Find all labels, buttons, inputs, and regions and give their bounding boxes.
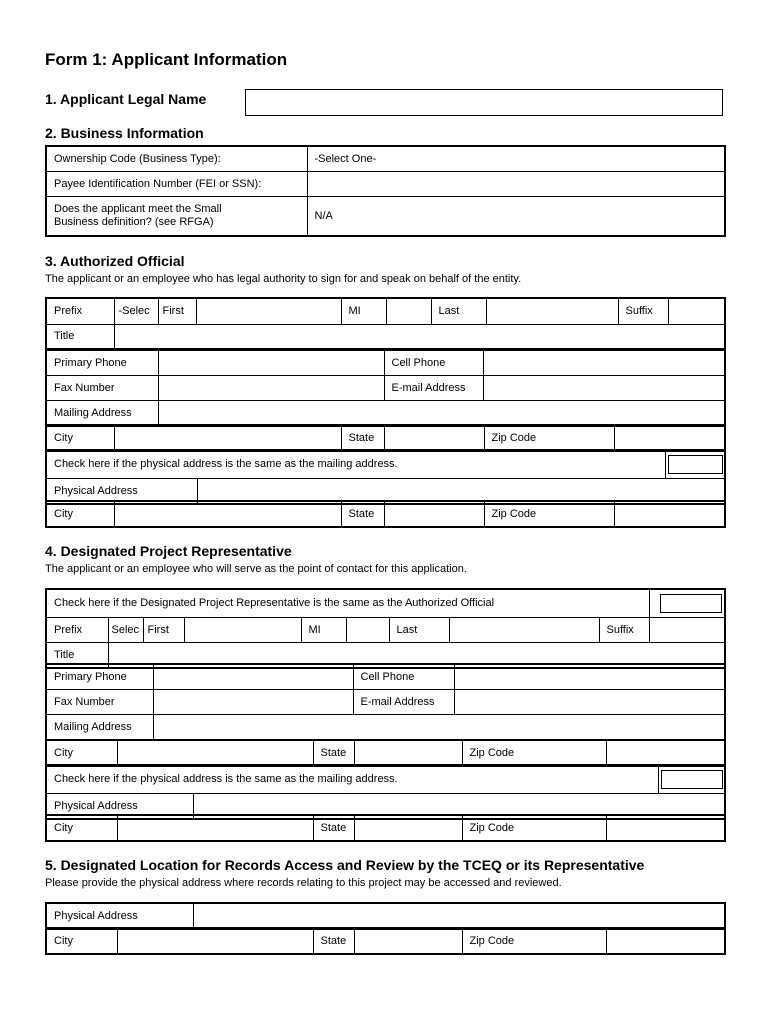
last-name-label: Last (431, 298, 486, 325)
section2-heading: 2. Business Information (45, 125, 204, 141)
section3-heading: 3. Authorized Official (45, 253, 185, 269)
prefix-label: Prefix (46, 298, 114, 325)
rep-physical-state-input[interactable] (354, 815, 462, 841)
rep-zip-code-input[interactable] (606, 740, 725, 766)
representative-table-city2 (45, 814, 726, 842)
mailing-address-label: Mailing Address (46, 401, 158, 427)
city-input[interactable] (114, 425, 341, 451)
same-as-official-cell (649, 589, 725, 618)
records-state-input[interactable] (354, 928, 462, 954)
rep-first-name-label: First (143, 618, 184, 643)
rep-physical-city-input[interactable] (117, 815, 313, 841)
last-name-input[interactable] (486, 298, 618, 325)
rep-email-label: E-mail Address (353, 690, 454, 715)
authorized-official-table-name (45, 297, 726, 350)
rep-fax-number-label: Fax Number (46, 690, 153, 715)
authorized-official-table-physical (45, 449, 726, 505)
rep-last-name-input[interactable] (449, 618, 599, 643)
representative-table-city (45, 739, 726, 767)
rep-mi-label: MI (301, 618, 346, 643)
rep-physical-state-label: State (313, 815, 354, 841)
records-location-table-city (45, 927, 726, 955)
section5-description: Please provide the physical address where records relating to this project may be accessed and reviewed. (45, 877, 562, 889)
zip-code-label: Zip Code (484, 425, 614, 451)
state-label: State (341, 425, 384, 451)
section5-heading: 5. Designated Location for Records Access and Review by the TCEQ or its Representative (45, 857, 645, 873)
rep-fax-number-input[interactable] (153, 690, 353, 715)
rep-email-input[interactable] (454, 690, 725, 715)
fax-number-input[interactable] (158, 376, 384, 401)
suffix-input[interactable] (668, 298, 725, 325)
physical-state-input[interactable] (384, 501, 484, 527)
section4-description: The applicant or an employee who will serve as the point of contact for this application. (45, 563, 467, 575)
mi-input[interactable] (386, 298, 431, 325)
rep-state-label: State (313, 740, 354, 766)
rep-cell-phone-input[interactable] (454, 664, 725, 690)
business-info-table (45, 145, 726, 237)
zip-code-input[interactable] (614, 425, 725, 451)
fax-number-label: Fax Number (46, 376, 158, 401)
same-address-label: Check here if the physical address is the same as the mailing address. (46, 450, 665, 479)
rep-city-label: City (46, 740, 117, 766)
payee-id-input[interactable] (307, 172, 725, 197)
rep-mi-input[interactable] (346, 618, 389, 643)
rep-suffix-label: Suffix (599, 618, 649, 643)
same-address-checkbox[interactable] (668, 455, 723, 474)
rep-physical-zip-input[interactable] (606, 815, 725, 841)
physical-zip-label: Zip Code (484, 501, 614, 527)
payee-id-label: Payee Identification Number (FEI or SSN): (46, 172, 307, 197)
records-city-label: City (46, 928, 117, 954)
rep-mailing-address-input[interactable] (153, 715, 725, 741)
rep-state-input[interactable] (354, 740, 462, 766)
ownership-code-label: Ownership Code (Business Type): (46, 146, 307, 172)
section4-heading: 4. Designated Project Representative (45, 543, 292, 559)
rep-physical-zip-label: Zip Code (462, 815, 606, 841)
applicant-legal-name-input[interactable] (245, 89, 723, 116)
rep-cell-phone-label: Cell Phone (353, 664, 454, 690)
cell-phone-label: Cell Phone (384, 350, 483, 376)
form-title: Form 1: Applicant Information (45, 50, 288, 69)
records-physical-address-input[interactable] (193, 903, 725, 929)
small-business-label-line1: Does the applicant meet the Small (54, 203, 222, 215)
mi-label: MI (341, 298, 386, 325)
rep-last-name-label: Last (389, 618, 449, 643)
records-physical-address-label: Physical Address (46, 903, 193, 929)
rep-primary-phone-input[interactable] (153, 664, 353, 690)
small-business-label-line2: Business definition? (see RFGA) (54, 216, 214, 228)
primary-phone-label: Primary Phone (46, 350, 158, 376)
rep-mailing-address-label: Mailing Address (46, 715, 153, 741)
rep-primary-phone-label: Primary Phone (46, 664, 153, 690)
records-state-label: State (313, 928, 354, 954)
title-label: Title (46, 325, 114, 350)
rep-city-input[interactable] (117, 740, 313, 766)
prefix-select[interactable]: -Selec (114, 298, 158, 325)
mailing-address-input[interactable] (158, 401, 725, 427)
rep-same-address-cell (658, 765, 725, 794)
state-input[interactable] (384, 425, 484, 451)
city-label: City (46, 425, 114, 451)
physical-address-label: Physical Address (46, 479, 197, 505)
section3-description: The applicant or an employee who has legal authority to sign for and speak on behalf of the entity. (45, 273, 522, 285)
physical-city-label: City (46, 501, 114, 527)
first-name-label: First (158, 298, 196, 325)
records-location-table-physical (45, 902, 726, 930)
rep-physical-address-label: Physical Address (46, 794, 193, 820)
suffix-label: Suffix (618, 298, 668, 325)
rep-prefix-label: Prefix (46, 618, 108, 643)
physical-state-label: State (341, 501, 384, 527)
rep-physical-city-label: City (46, 815, 117, 841)
authorized-official-table-city2 (45, 500, 726, 528)
rep-same-address-label: Check here if the physical address is the same as the mailing address. (46, 765, 658, 794)
first-name-input[interactable] (196, 298, 341, 325)
representative-table-contact (45, 663, 726, 741)
same-as-official-checkbox[interactable] (660, 594, 722, 613)
rep-zip-code-label: Zip Code (462, 740, 606, 766)
section1-heading: 1. Applicant Legal Name (45, 91, 207, 107)
representative-table-physical (45, 764, 726, 820)
authorized-official-table-contact (45, 349, 726, 427)
records-zip-code-input[interactable] (606, 928, 725, 954)
rep-title-label: Title (46, 643, 108, 669)
rep-suffix-input[interactable] (649, 618, 725, 643)
cell-phone-input[interactable] (483, 350, 725, 376)
rep-first-name-input[interactable] (184, 618, 301, 643)
representative-table-name (45, 588, 726, 669)
small-business-select[interactable]: N/A (307, 197, 725, 237)
records-zip-code-label: Zip Code (462, 928, 606, 954)
same-as-official-label: Check here if the Designated Project Representative is the same as the Authorized Official (46, 589, 649, 618)
same-address-cell (665, 450, 725, 479)
email-input[interactable] (483, 376, 725, 401)
primary-phone-input[interactable] (158, 350, 384, 376)
small-business-label (46, 197, 307, 237)
title-input[interactable] (114, 325, 725, 350)
physical-city-input[interactable] (114, 501, 341, 527)
rep-same-address-checkbox[interactable] (661, 770, 723, 789)
email-label: E-mail Address (384, 376, 483, 401)
ownership-code-select[interactable]: -Select One- (307, 146, 725, 172)
authorized-official-table-city (45, 424, 726, 452)
physical-zip-input[interactable] (614, 501, 725, 527)
rep-prefix-select[interactable]: Selec (108, 618, 143, 643)
records-city-input[interactable] (117, 928, 313, 954)
